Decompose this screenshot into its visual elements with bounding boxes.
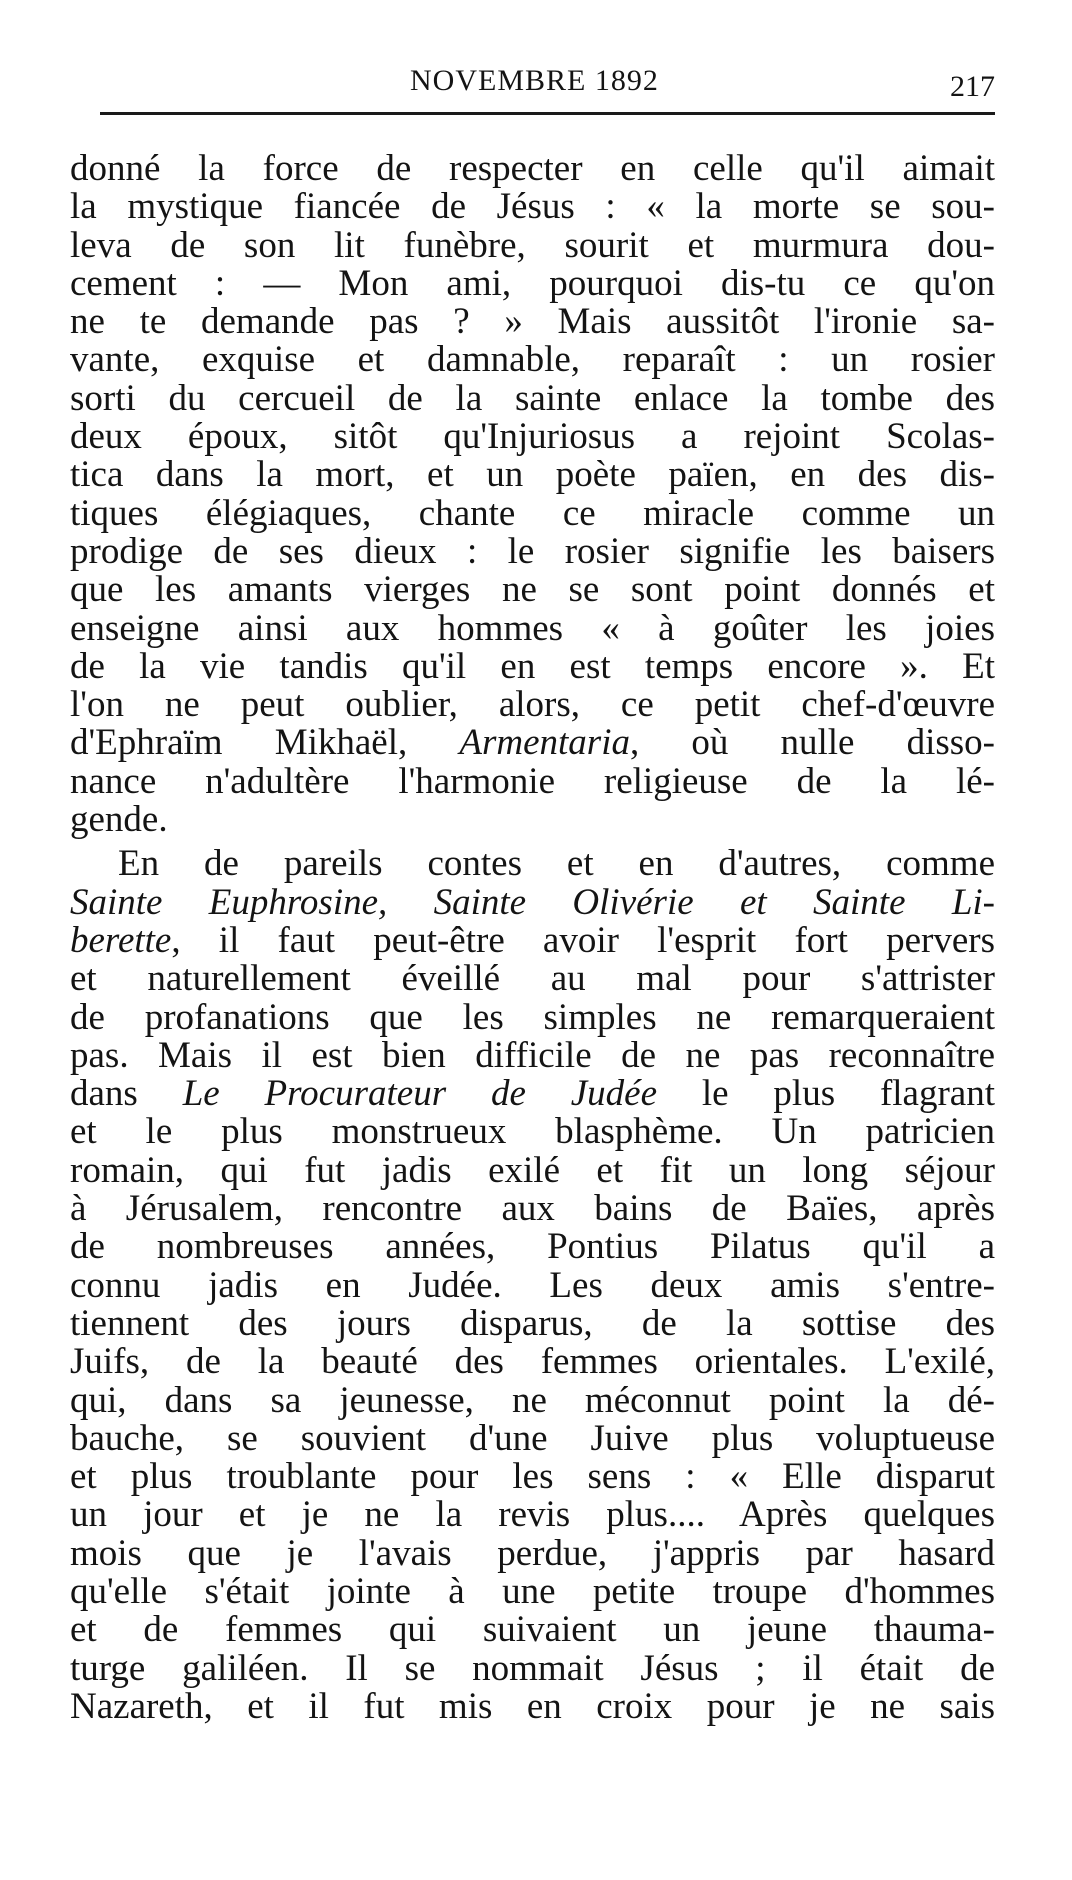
text-line: leva de son lit funèbre, sourit et murmura dou- (70, 224, 995, 266)
text-line: Nazareth, et il fut mis en croix pour je ne sais (70, 1685, 995, 1727)
text-line (70, 724, 995, 762)
text-span: , il faut peut-être avoir l'esprit fort pervers (171, 919, 995, 961)
header-rule (100, 112, 995, 115)
text-line: de la vie tandis qu'il en est temps encore ». Et (70, 645, 995, 687)
text-line: nance n'adultère l'harmonie religieuse de la lé- (70, 760, 995, 802)
italic-title: berette (70, 919, 172, 961)
text-line: tiques élégiaques, chante ce miracle comme un (70, 492, 995, 534)
text-span: d'Ephraïm Mikhaël, (70, 722, 460, 764)
text-line: sorti du cercueil de la sainte enlace la tombe des (70, 377, 995, 419)
body-text (70, 150, 995, 1726)
text-span: le plus flagrant (657, 1073, 995, 1115)
text-line: enseigne ainsi aux hommes « à goûter les joies (70, 607, 995, 649)
text-line: En de pareils contes et en d'autres, comme (118, 843, 995, 885)
paragraph-2 (70, 845, 995, 1726)
text-line: vante, exquise et damnable, reparaît : un rosier (70, 339, 995, 381)
text-line: gende. (70, 799, 168, 841)
page-number: 217 (950, 70, 995, 103)
text-line: donné la force de respecter en celle qu'il aimait (70, 148, 995, 189)
text-line: deux époux, sitôt qu'Injuriosus a rejoint Scolas- (70, 416, 995, 458)
text-line: de nombreuses années, Pontius Pilatus qu'il a (70, 1226, 995, 1268)
running-title: NOVEMBRE 1892 (410, 64, 659, 97)
text-line: cement : — Mon ami, pourquoi dis-tu ce qu'on (70, 262, 995, 304)
text-line: tica dans la mort, et un poète païen, en des dis- (70, 454, 995, 496)
text-line: la mystique fiancée de Jésus : « la morte se sou- (70, 186, 995, 228)
text-line (70, 1075, 995, 1113)
text-line: mois que je l'avais perdue, j'appris par hasard (70, 1532, 995, 1574)
page-header (100, 60, 995, 110)
text-line: et plus troublante pour les sens : « Elle disparut (70, 1456, 995, 1498)
text-line: pas. Mais il est bien difficile de ne pas reconnaître (70, 1034, 995, 1076)
text-line (70, 881, 995, 923)
text-line: qu'elle s'était jointe à une petite troupe d'hommes (70, 1570, 995, 1612)
text-line: l'on ne peut oublier, alors, ce petit chef-d'œuvre (70, 684, 995, 726)
text-line: qui, dans sa jeunesse, ne méconnut point la dé- (70, 1379, 995, 1421)
italic-title: Le Procurateur de Judée (182, 1073, 657, 1115)
text-line: Juifs, de la beauté des femmes orientales. L'exilé, (70, 1341, 995, 1383)
text-line: un jour et je ne la revis plus.... Après quelques (70, 1494, 995, 1536)
paragraph-1 (70, 150, 995, 839)
text-line (70, 919, 995, 961)
text-line: turge galiléen. Il se nommait Jésus ; il était de (70, 1647, 995, 1689)
text-line: à Jérusalem, rencontre aux bains de Baïes, après (70, 1188, 995, 1230)
text-line: connu jadis en Judée. Les deux amis s'entre- (70, 1264, 995, 1306)
italic-title: Sainte Euphrosine, Sainte Olivérie et Sainte Li- (70, 881, 995, 923)
text-line: tiennent des jours disparus, de la sottise des (70, 1302, 995, 1344)
text-line: et naturellement éveillé au mal pour s'attrister (70, 958, 995, 1000)
text-line: et de femmes qui suivaient un jeune thauma- (70, 1609, 995, 1651)
text-line: romain, qui fut jadis exilé et fit un long séjour (70, 1149, 995, 1191)
text-line: bauche, se souvient d'une Juive plus voluptueuse (70, 1417, 995, 1459)
text-line: et le plus monstrueux blasphème. Un patricien (70, 1111, 995, 1153)
text-line: ne te demande pas ? » Mais aussitôt l'ironie sa- (70, 301, 995, 343)
text-line: de profanations que les simples ne remarqueraient (70, 996, 995, 1038)
text-span: dans (70, 1073, 183, 1115)
text-span: , où nulle disso- (629, 722, 995, 764)
text-line: que les amants vierges ne se sont point donnés et (70, 569, 995, 611)
italic-title: Armentaria (459, 722, 630, 764)
text-line: prodige de ses dieux : le rosier signifie les baisers (70, 530, 995, 572)
